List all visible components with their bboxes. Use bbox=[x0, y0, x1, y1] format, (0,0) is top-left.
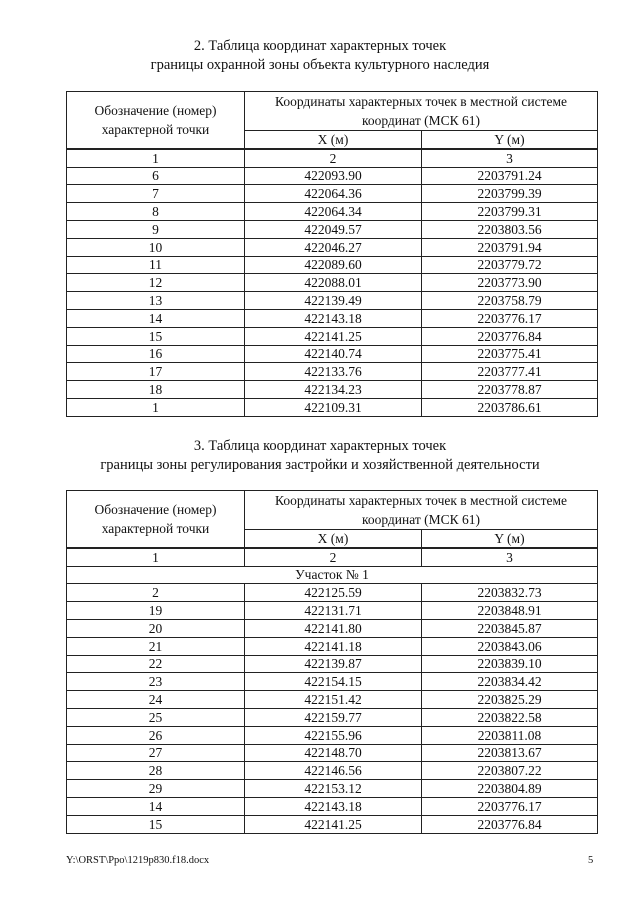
table3-column-numbers-row bbox=[67, 548, 598, 566]
x-coordinate-cell: 422141.18 bbox=[245, 637, 422, 655]
table3-section-label: Участок № 1 bbox=[67, 566, 598, 584]
y-coordinate-cell: 2203791.94 bbox=[422, 238, 598, 256]
point-number-cell: 19 bbox=[67, 602, 245, 620]
point-number-cell: 25 bbox=[67, 708, 245, 726]
y-coordinate-cell: 2203843.06 bbox=[422, 637, 598, 655]
y-coordinate-cell: 2203777.41 bbox=[422, 363, 598, 381]
x-coordinate-cell: 422154.15 bbox=[245, 673, 422, 691]
x-coordinate-cell: 422155.96 bbox=[245, 726, 422, 744]
table2-title bbox=[0, 37, 640, 75]
point-number-cell: 14 bbox=[67, 309, 245, 327]
x-coordinate-cell: 422159.77 bbox=[245, 708, 422, 726]
footer-file-path: Y:\ORST\Ppo\1219p830.f18.docx bbox=[66, 855, 210, 866]
table3-title-line2: границы зоны регулирования застройки и хозяйственной деятельности bbox=[100, 457, 540, 473]
x-coordinate-cell: 422148.70 bbox=[245, 744, 422, 762]
y-coordinate-cell: 2203845.87 bbox=[422, 619, 598, 637]
x-coordinate-cell: 422140.74 bbox=[245, 345, 422, 363]
table2-header-y: Y (м) bbox=[422, 131, 598, 149]
point-number-cell: 1 bbox=[67, 398, 245, 416]
table3-colnum-3: 3 bbox=[422, 548, 598, 566]
x-coordinate-cell: 422131.71 bbox=[245, 602, 422, 620]
table-row bbox=[67, 744, 598, 762]
point-number-cell: 20 bbox=[67, 619, 245, 637]
point-number-cell: 14 bbox=[67, 797, 245, 815]
y-coordinate-cell: 2203825.29 bbox=[422, 691, 598, 709]
table-row bbox=[67, 815, 598, 833]
x-coordinate-cell: 422151.42 bbox=[245, 691, 422, 709]
point-number-cell: 24 bbox=[67, 691, 245, 709]
table-row bbox=[67, 619, 598, 637]
point-number-cell: 12 bbox=[67, 274, 245, 292]
table3-title bbox=[0, 437, 640, 475]
table2-title-line2: границы охранной зоны объекта культурного наследия bbox=[150, 57, 490, 73]
table3-coordinates bbox=[66, 490, 598, 834]
x-coordinate-cell: 422143.18 bbox=[245, 309, 422, 327]
point-number-cell: 8 bbox=[67, 203, 245, 221]
table-row bbox=[67, 256, 598, 274]
table-row bbox=[67, 381, 598, 399]
table-row bbox=[67, 185, 598, 203]
table3-colnum-1: 1 bbox=[67, 548, 245, 566]
table3-header-coords: Координаты характерных точек в местной системе координат (МСК 61) bbox=[245, 491, 598, 530]
x-coordinate-cell: 422064.36 bbox=[245, 185, 422, 203]
y-coordinate-cell: 2203791.24 bbox=[422, 167, 598, 185]
x-coordinate-cell: 422133.76 bbox=[245, 363, 422, 381]
x-coordinate-cell: 422134.23 bbox=[245, 381, 422, 399]
table2-coordinates bbox=[66, 91, 598, 417]
table-row bbox=[67, 292, 598, 310]
y-coordinate-cell: 2203813.67 bbox=[422, 744, 598, 762]
y-coordinate-cell: 2203803.56 bbox=[422, 220, 598, 238]
y-coordinate-cell: 2203758.79 bbox=[422, 292, 598, 310]
table3-header-point: Обозначение (номер) характерной точки bbox=[67, 491, 245, 548]
footer-page-number: 5 bbox=[588, 855, 594, 866]
x-coordinate-cell: 422109.31 bbox=[245, 398, 422, 416]
table-row bbox=[67, 398, 598, 416]
x-coordinate-cell: 422141.25 bbox=[245, 815, 422, 833]
table2-body bbox=[67, 149, 598, 416]
y-coordinate-cell: 2203811.08 bbox=[422, 726, 598, 744]
table2-colnum-2: 2 bbox=[245, 149, 422, 167]
table2-header-x: X (м) bbox=[245, 131, 422, 149]
x-coordinate-cell: 422146.56 bbox=[245, 762, 422, 780]
point-number-cell: 7 bbox=[67, 185, 245, 203]
table-row bbox=[67, 220, 598, 238]
table3-header-y: Y (м) bbox=[422, 530, 598, 548]
table3-colnum-2: 2 bbox=[245, 548, 422, 566]
x-coordinate-cell: 422046.27 bbox=[245, 238, 422, 256]
y-coordinate-cell: 2203804.89 bbox=[422, 780, 598, 798]
x-coordinate-cell: 422049.57 bbox=[245, 220, 422, 238]
point-number-cell: 11 bbox=[67, 256, 245, 274]
table-row bbox=[67, 602, 598, 620]
point-number-cell: 23 bbox=[67, 673, 245, 691]
point-number-cell: 15 bbox=[67, 815, 245, 833]
table-row bbox=[67, 363, 598, 381]
y-coordinate-cell: 2203786.61 bbox=[422, 398, 598, 416]
y-coordinate-cell: 2203776.17 bbox=[422, 797, 598, 815]
y-coordinate-cell: 2203848.91 bbox=[422, 602, 598, 620]
y-coordinate-cell: 2203776.84 bbox=[422, 327, 598, 345]
point-number-cell: 22 bbox=[67, 655, 245, 673]
table-row bbox=[67, 167, 598, 185]
y-coordinate-cell: 2203779.72 bbox=[422, 256, 598, 274]
table2-header-coords: Координаты характерных точек в местной системе координат (МСК 61) bbox=[245, 92, 598, 131]
x-coordinate-cell: 422064.34 bbox=[245, 203, 422, 221]
point-number-cell: 28 bbox=[67, 762, 245, 780]
y-coordinate-cell: 2203775.41 bbox=[422, 345, 598, 363]
point-number-cell: 16 bbox=[67, 345, 245, 363]
table3-section-row bbox=[67, 566, 598, 584]
point-number-cell: 26 bbox=[67, 726, 245, 744]
table-row bbox=[67, 327, 598, 345]
point-number-cell: 10 bbox=[67, 238, 245, 256]
point-number-cell: 9 bbox=[67, 220, 245, 238]
table3-title-line1: 3. Таблица координат характерных точек bbox=[193, 438, 447, 454]
y-coordinate-cell: 2203799.39 bbox=[422, 185, 598, 203]
table3-body bbox=[67, 548, 598, 833]
point-number-cell: 2 bbox=[67, 584, 245, 602]
y-coordinate-cell: 2203832.73 bbox=[422, 584, 598, 602]
table-row bbox=[67, 708, 598, 726]
table2-header-point: Обозначение (номер) характерной точки bbox=[67, 92, 245, 149]
table2-colnum-1: 1 bbox=[67, 149, 245, 167]
y-coordinate-cell: 2203834.42 bbox=[422, 673, 598, 691]
x-coordinate-cell: 422141.25 bbox=[245, 327, 422, 345]
table-row bbox=[67, 780, 598, 798]
y-coordinate-cell: 2203822.58 bbox=[422, 708, 598, 726]
y-coordinate-cell: 2203776.17 bbox=[422, 309, 598, 327]
table-row bbox=[67, 655, 598, 673]
table-row bbox=[67, 203, 598, 221]
point-number-cell: 18 bbox=[67, 381, 245, 399]
y-coordinate-cell: 2203807.22 bbox=[422, 762, 598, 780]
x-coordinate-cell: 422141.80 bbox=[245, 619, 422, 637]
x-coordinate-cell: 422139.87 bbox=[245, 655, 422, 673]
point-number-cell: 21 bbox=[67, 637, 245, 655]
table-row bbox=[67, 797, 598, 815]
x-coordinate-cell: 422143.18 bbox=[245, 797, 422, 815]
x-coordinate-cell: 422093.90 bbox=[245, 167, 422, 185]
x-coordinate-cell: 422125.59 bbox=[245, 584, 422, 602]
table-row bbox=[67, 762, 598, 780]
point-number-cell: 17 bbox=[67, 363, 245, 381]
point-number-cell: 27 bbox=[67, 744, 245, 762]
table-row bbox=[67, 673, 598, 691]
table-row bbox=[67, 274, 598, 292]
x-coordinate-cell: 422153.12 bbox=[245, 780, 422, 798]
y-coordinate-cell: 2203778.87 bbox=[422, 381, 598, 399]
x-coordinate-cell: 422089.60 bbox=[245, 256, 422, 274]
table-row bbox=[67, 345, 598, 363]
x-coordinate-cell: 422139.49 bbox=[245, 292, 422, 310]
y-coordinate-cell: 2203799.31 bbox=[422, 203, 598, 221]
point-number-cell: 15 bbox=[67, 327, 245, 345]
x-coordinate-cell: 422088.01 bbox=[245, 274, 422, 292]
point-number-cell: 29 bbox=[67, 780, 245, 798]
y-coordinate-cell: 2203839.10 bbox=[422, 655, 598, 673]
table-row bbox=[67, 726, 598, 744]
table-row bbox=[67, 238, 598, 256]
table-row bbox=[67, 691, 598, 709]
point-number-cell: 13 bbox=[67, 292, 245, 310]
table-row bbox=[67, 637, 598, 655]
table2-column-numbers-row bbox=[67, 149, 598, 167]
y-coordinate-cell: 2203776.84 bbox=[422, 815, 598, 833]
table-row bbox=[67, 584, 598, 602]
table2-colnum-3: 3 bbox=[422, 149, 598, 167]
point-number-cell: 6 bbox=[67, 167, 245, 185]
table2-title-line1: 2. Таблица координат характерных точек bbox=[193, 38, 447, 54]
table3-header-x: X (м) bbox=[245, 530, 422, 548]
y-coordinate-cell: 2203773.90 bbox=[422, 274, 598, 292]
table-row bbox=[67, 309, 598, 327]
